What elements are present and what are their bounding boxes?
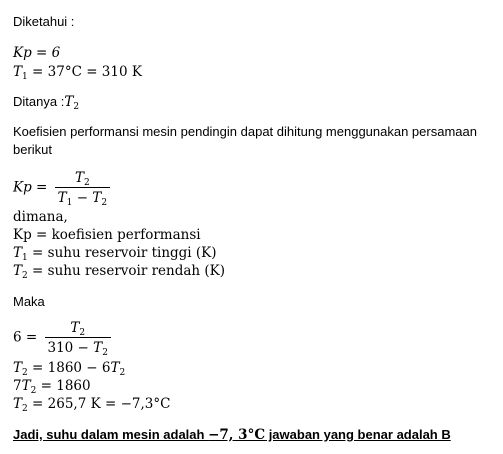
given-kp — [13, 45, 60, 61]
intro-line-1: Koefisien performansi mesin pendingin dapat dihitung menggunakan persamaan — [13, 124, 477, 139]
equation-step-4: $T_2 = 265,7$ K = −7,3°C — [13, 396, 171, 414]
t1-definition: $T_1$ = suhu reservoir tinggi (K) — [13, 245, 217, 263]
equation-step-2: $T_2 = 1860 - 6T_2$ — [13, 360, 126, 378]
equation-step-3: $7T_2 = 1860$ — [13, 378, 91, 396]
step1-denominator: $310 - T_2$ — [47, 340, 108, 358]
t2-definition: $T_2$ = suhu reservoir rendah (K) — [13, 263, 226, 281]
asked-label: Ditanya : — [13, 94, 65, 109]
kp-formula: Kp = $\frac{T_2}{T_1 - T_2}$ — [13, 170, 110, 206]
kp-fraction-numerator: $T_2$ — [55, 170, 110, 188]
step1-fraction — [45, 320, 111, 356]
step1-numerator: $T_2$ — [45, 320, 111, 338]
kp-equation: Kp = 6 — [13, 45, 61, 61]
given-t1: $T_1 = 37^\circ C = 310$ K — [13, 64, 142, 82]
maka-label: Maka — [13, 294, 45, 309]
equation-step-1: 6 = $\frac{T_2}{310 - T_2}$ — [13, 320, 111, 356]
intro-line-2: berikut — [13, 142, 53, 157]
dimana-label: dimana, — [13, 209, 68, 225]
t1-value: = 37°C = 310 K — [32, 64, 142, 80]
asked-line: Ditanya $:T_2$ — [13, 94, 80, 112]
kp-fraction — [55, 170, 110, 206]
conclusion-line: Jadi, suhu dalam mesin adalah −7, 3°C jawaban yang benar adalah B — [13, 427, 451, 443]
given-heading: Diketahui : — [13, 14, 75, 29]
conclusion-value: −7, 3°C — [208, 427, 266, 443]
kp-definition: Kp = koefisien performansi — [13, 227, 201, 243]
kp-fraction-denominator: $T_1 - T_2$ — [57, 190, 108, 208]
